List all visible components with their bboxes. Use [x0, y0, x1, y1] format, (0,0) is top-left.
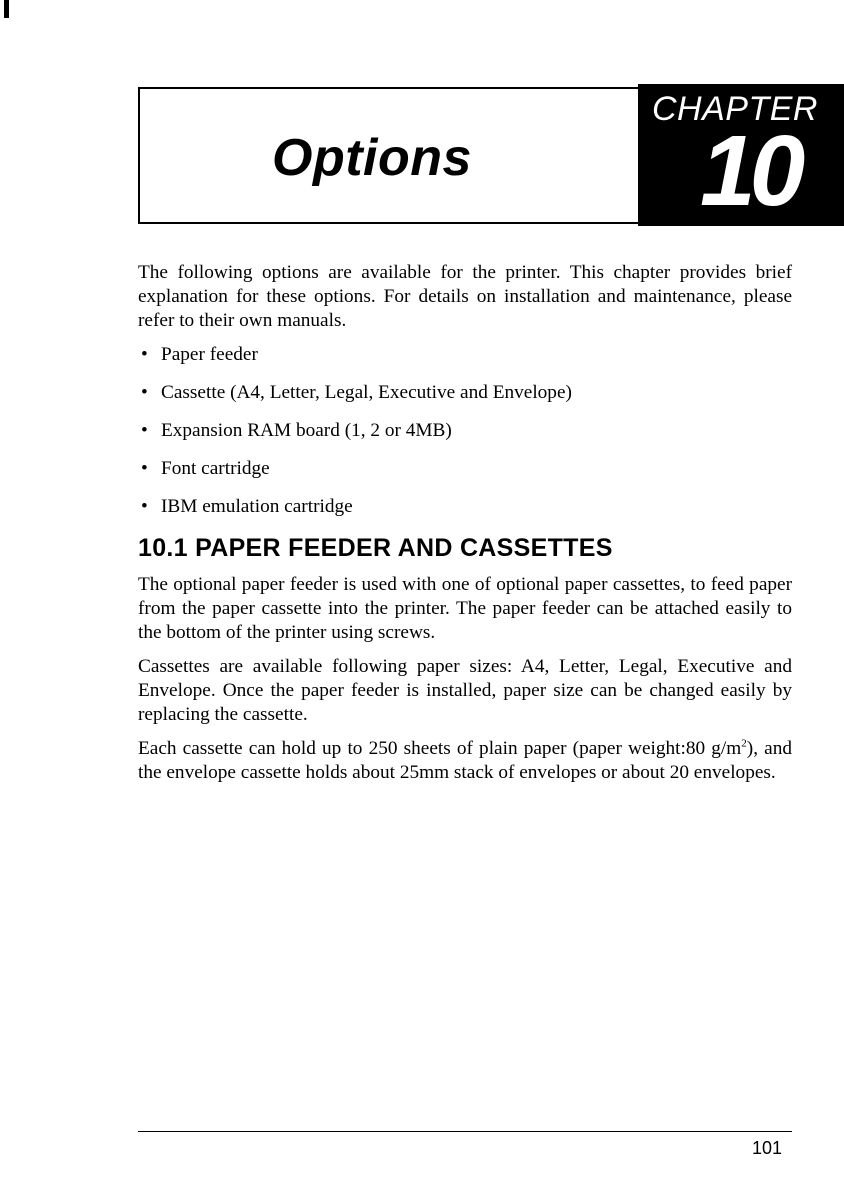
chapter-title: Options: [272, 129, 472, 187]
list-item-text: Paper feeder: [161, 344, 258, 365]
list-item: [138, 419, 792, 443]
section-paragraph-3: [138, 737, 792, 785]
footer-rule: [138, 1131, 792, 1132]
paragraph-3-text-a: Each cassette can hold up to 250 sheets of plain paper (paper weight:80 g/m: [138, 738, 742, 759]
superscript-2: 2: [741, 737, 747, 750]
list-item: [138, 495, 792, 519]
intro-paragraph: The following options are available for the printer. This chapter provides brief explanation for these options. For details on installation and maintenance, please refer to their own manuals.: [138, 262, 792, 331]
bullet-icon: •: [141, 458, 148, 479]
options-list: [138, 343, 792, 519]
page-content: [138, 261, 792, 795]
section-paragraph-1: The optional paper feeder is used with one of optional paper cassettes, to feed paper from the paper cassette into the printer. The paper feeder can be attached easily to the bottom of the printer using screws.: [138, 574, 792, 643]
chapter-badge: [638, 84, 844, 226]
page-number: 101: [752, 1138, 783, 1158]
paragraph-3-text-b: ), and the envelope cassette holds about 25mm stack of envelopes or about 20 envelopes.: [138, 738, 792, 783]
chapter-label: CHAPTER: [652, 90, 818, 128]
bullet-icon: •: [141, 496, 148, 517]
list-item: [138, 381, 792, 405]
list-item-text: Font cartridge: [161, 458, 270, 479]
bullet-icon: •: [141, 420, 148, 441]
list-item-text: Cassette (A4, Letter, Legal, Executive and Envelope): [161, 382, 572, 403]
chapter-number: 10: [700, 115, 800, 227]
scan-corner-mark: [4, 0, 9, 18]
bullet-icon: •: [141, 382, 148, 403]
list-item: [138, 457, 792, 481]
section-heading: 10.1 PAPER FEEDER AND CASSETTES: [138, 534, 613, 562]
list-item: [138, 343, 792, 367]
section-paragraph-2: Cassettes are available following paper sizes: A4, Letter, Legal, Executive and Envelope. Once the paper feeder is installed, paper size can be changed easily by replacing the cassette.: [138, 656, 792, 725]
list-item-text: Expansion RAM board (1, 2 or 4MB): [161, 420, 452, 441]
bullet-icon: •: [141, 344, 148, 365]
list-item-text: IBM emulation cartridge: [161, 496, 353, 517]
